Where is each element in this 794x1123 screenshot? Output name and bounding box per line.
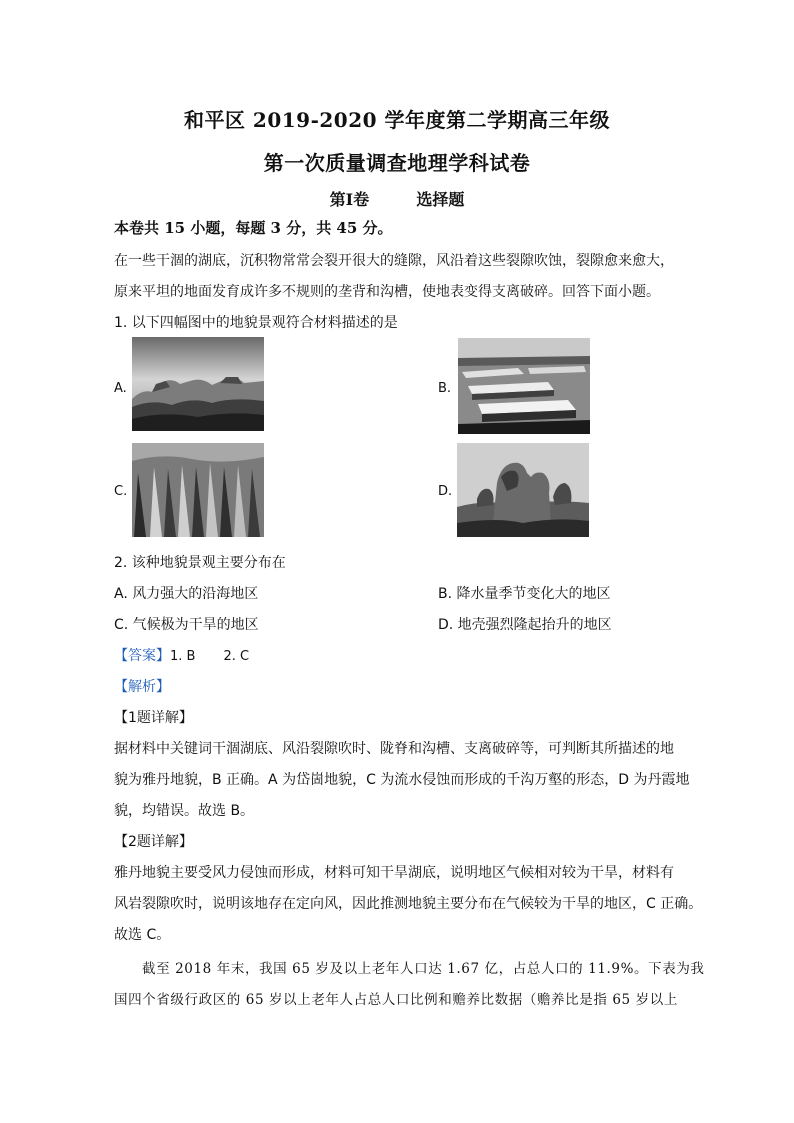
instructions: 本卷共 15 小题，每题 3 分，共 45 分。 [114, 219, 393, 237]
q2-option-b: B. 降水量季节变化大的地区 [438, 586, 611, 602]
q1-option-d-label: D. [438, 484, 453, 499]
answer-tag: 【答案】 [114, 648, 170, 664]
q2-option-a: A. 风力强大的沿海地区 [114, 586, 259, 602]
question1-stem: 1. 以下四幅图中的地貌景观符合材料描述的是 [114, 315, 398, 331]
q2-detail-line-3: 故选 C。 [114, 927, 171, 943]
next-material-line-1: 截至 2018 年末，我国 65 岁及以上老年人口达 1.67 亿，占总人口的 11.9%。下表为我 [142, 961, 705, 977]
section-heading [0, 187, 794, 210]
exam-title-line2: 第一次质量调查地理学科试卷 [263, 151, 531, 175]
analysis-tag: 【解析】 [114, 679, 170, 695]
next-material-line-2: 国四个省级行政区的 65 岁以上老年人占总人口比例和赡养比数据（赡养比是指 65 岁以上 [114, 992, 678, 1008]
q2-detail-line-1: 雅丹地貌主要受风力侵蚀而形成，材料可知干旱湖底，说明地区气候相对较为干旱，材料有 [114, 865, 674, 881]
answer-line [114, 645, 249, 665]
material-line-1: 在一些干涸的湖底，沉积物常常会裂开很大的缝隙，风沿着这些裂隙吹蚀，裂隙愈来愈大， [114, 253, 674, 269]
section-name: 第Ⅰ卷 [329, 190, 370, 209]
q2-detail-line-2: 风岩裂隙吹时，说明该地存在定向风，因此推测地貌主要分布在气候较为干旱的地区，C 正确。 [114, 896, 703, 912]
q1-option-b-label: B. [438, 381, 452, 396]
misty-hills-photo [132, 337, 264, 431]
q1-option-c-label: C. [114, 484, 128, 499]
yardang-ridges-photo [458, 338, 590, 434]
gully-canyon-photo [132, 443, 264, 537]
q1-detail-line-2: 貌为雅丹地貌，B 正确。A 为岱崮地貌，C 为流水侵蚀而形成的千沟万壑的形态，D 为丹霞地 [114, 772, 690, 788]
answer-q2: 2. C [223, 649, 250, 664]
danxia-rock-photo [457, 443, 589, 537]
q2-detail-tag: 【2题详解】 [114, 834, 193, 850]
question2-stem: 2. 该种地貌景观主要分布在 [114, 555, 286, 571]
q1-detail-tag: 【1题详解】 [114, 710, 193, 726]
answer-q1: 1. B [170, 649, 196, 664]
q1-detail-line-1: 据材料中关键词干涸湖底、风沿裂隙吹时、陇脊和沟槽、支离破碎等，可判断其所描述的地 [114, 741, 674, 757]
q1-option-a-label: A. [114, 381, 127, 396]
q1-detail-line-3: 貌，均错误。故选 B。 [114, 803, 255, 819]
q2-option-d: D. 地壳强烈隆起抬升的地区 [438, 617, 612, 633]
material-line-2: 原来平坦的地面发育成许多不规则的垄背和沟槽，使地表变得支离破碎。回答下面小题。 [114, 284, 660, 300]
q2-option-c: C. 气候极为干旱的地区 [114, 617, 259, 633]
exam-title-line1: 和平区 2019-2020 学年度第二学期高三年级 [183, 108, 611, 132]
section-type: 选择题 [416, 190, 465, 209]
